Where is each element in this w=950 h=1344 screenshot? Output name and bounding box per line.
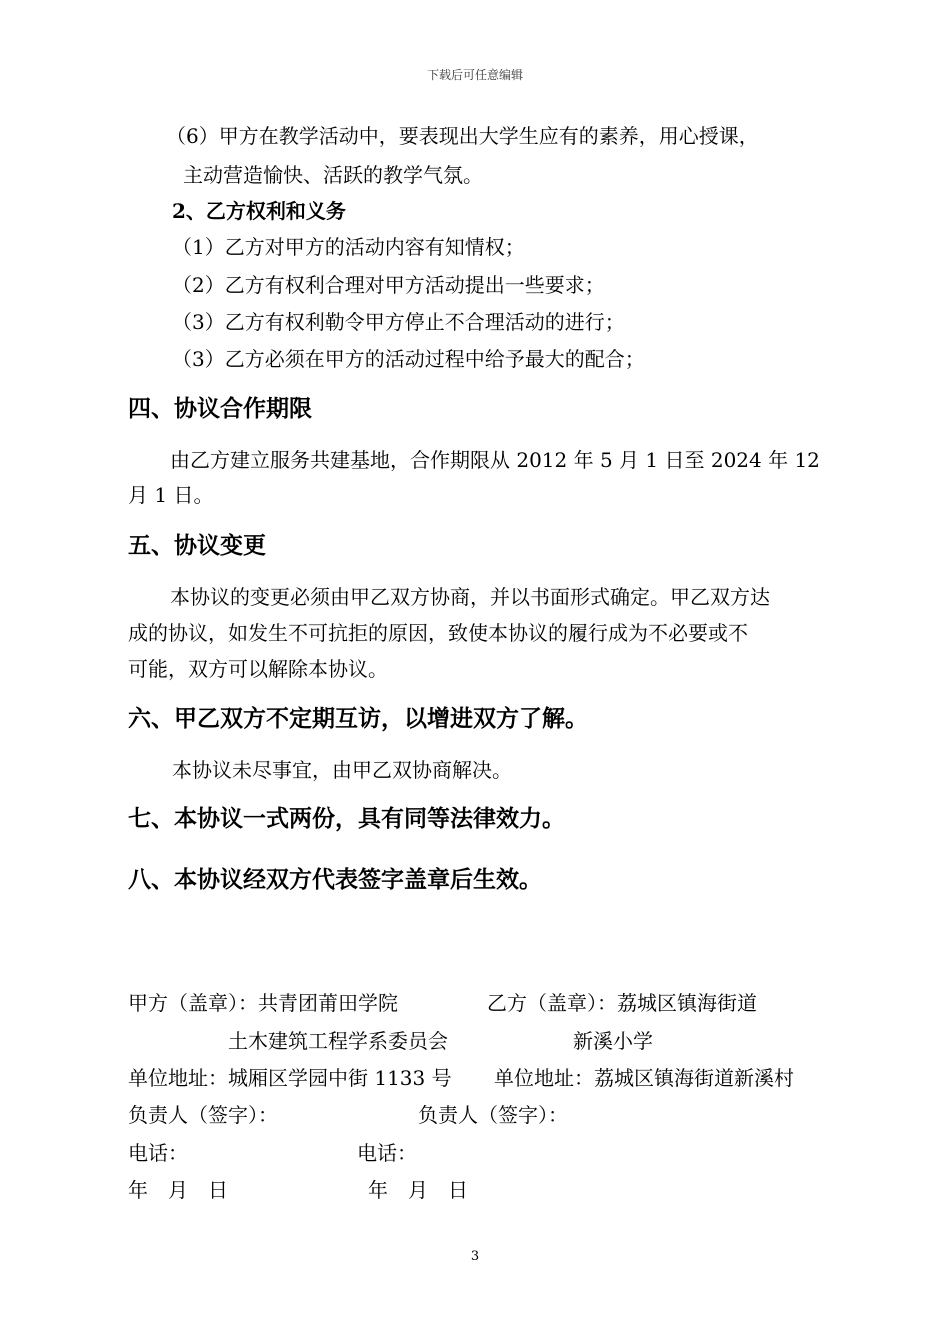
party-b-name-line-2: 新溪小学	[573, 1029, 653, 1053]
party-b-signer: 负责人（签字）：	[418, 1103, 568, 1127]
section-8-heading: 八、本协议经双方代表签字盖章后生效。	[128, 867, 542, 893]
section-2-item-3: （3）乙方有权利勒令甲方停止不合理活动的进行；	[172, 310, 625, 334]
section-6-heading: 六、甲乙双方不定期互访，以增进双方了解。	[128, 706, 588, 732]
section-2-heading: 2、乙方权利和义务	[172, 199, 346, 223]
section-5-line-3: 可能，双方可以解除本协议。	[128, 657, 388, 681]
item-6-line-2: 主动营造愉快、活跃的教学气氛。	[183, 163, 483, 187]
party-b-address: 单位地址：荔城区镇海街道新溪村	[494, 1066, 794, 1090]
party-b-phone: 电话：	[357, 1141, 417, 1165]
section-5-line-2: 成的协议，如发生不可抗拒的原因，致使本协议的履行成为不必要或不	[128, 621, 748, 645]
party-a-stamp-label: 甲方（盖章）：共青团莆田学院	[128, 991, 398, 1015]
section-7-heading: 七、本协议一式两份，具有同等法律效力。	[128, 806, 565, 832]
item-6-line-1: （6）甲方在教学活动中，要表现出大学生应有的素养，用心授课，	[166, 124, 759, 148]
section-5-heading: 五、协议变更	[128, 533, 266, 559]
page-number: 3	[470, 1249, 480, 1264]
section-6-line: 本协议未尽事宜，由甲乙双协商解决。	[172, 758, 512, 782]
section-2-item-1: （1）乙方对甲方的活动内容有知情权；	[172, 235, 525, 259]
party-a-phone: 电话：	[128, 1141, 188, 1165]
party-b-date: 年 月 日	[368, 1178, 468, 1202]
section-2-item-2: （2）乙方有权利合理对甲方活动提出一些要求；	[172, 273, 605, 297]
party-a-signer: 负责人（签字）：	[128, 1103, 278, 1127]
section-5-line-1: 本协议的变更必须由甲乙双方协商，并以书面形式确定。甲乙双方达	[170, 585, 770, 609]
party-a-address: 单位地址：城厢区学园中街 1133 号	[128, 1066, 452, 1090]
section-4-line-1: 由乙方建立服务共建基地，合作期限从 2012 年 5 月 1 日至 2024 年 12	[170, 448, 820, 472]
section-4-heading: 四、协议合作期限	[128, 396, 312, 422]
section-2-item-4: （3）乙方必须在甲方的活动过程中给予最大的配合；	[172, 347, 645, 371]
party-a-date: 年 月 日	[128, 1178, 228, 1202]
section-4-line-2: 月 1 日。	[128, 483, 214, 507]
party-a-name-line-2: 土木建筑工程学系委员会	[228, 1029, 448, 1053]
page-header-note: 下载后可任意编辑	[426, 68, 523, 82]
party-b-stamp-label: 乙方（盖章）：荔城区镇海街道	[487, 991, 757, 1015]
